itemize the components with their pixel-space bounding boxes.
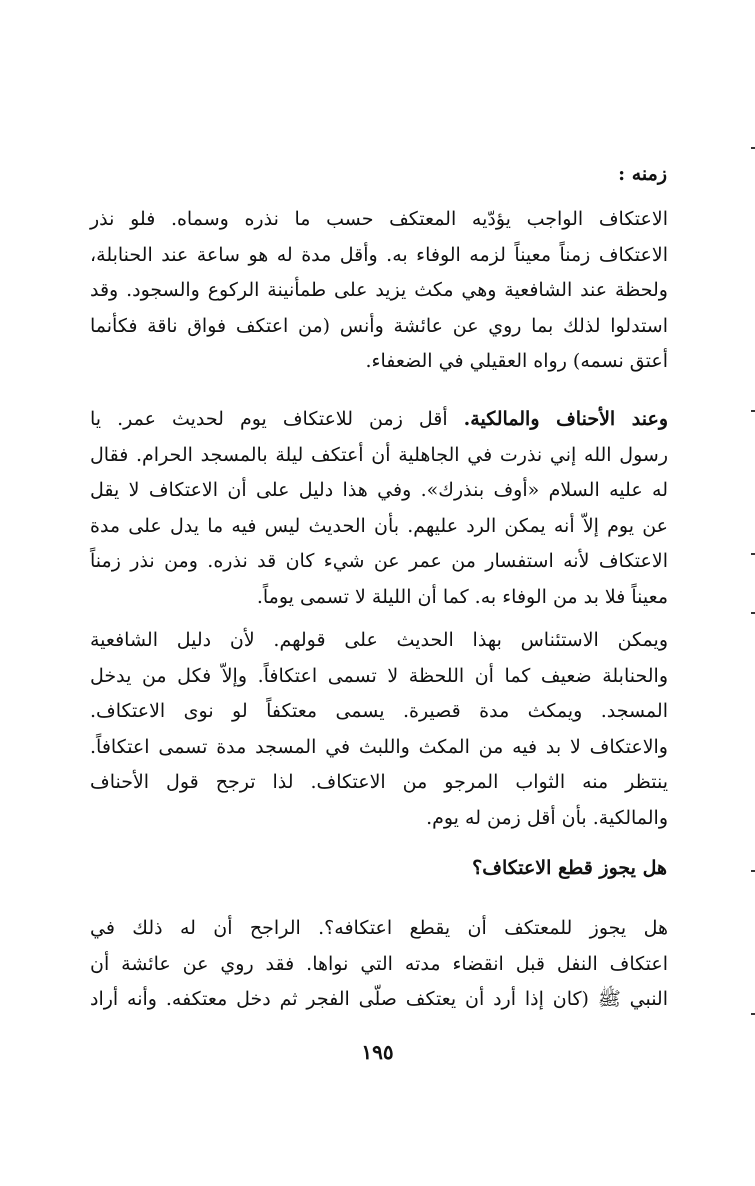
paragraph-2-lead: وعند الأحناف والمالكية. (463, 408, 668, 430)
paragraph-2-line-3: له عليه السلام «أوف بنذرك». وفي هذا دليل على أن الاعتكاف لا يقل (90, 479, 668, 501)
paragraph-3-line-3: المسجد. ويمكث مدة قصيرة. يسمى معتكفاً لو نوى الاعتكاف. (90, 700, 668, 722)
paragraph-3-line-2: والحنابلة ضعيف كما أن اللحظة لا تسمى اعتكافاً. وإلاّ فكل من يدخل (90, 664, 668, 687)
paragraph-2 (90, 402, 668, 615)
page-number: ١٩٥ (361, 1040, 394, 1064)
paragraph-1-line-5: أعتق نسمه) رواه العقيلي في الضعفاء. (365, 350, 668, 372)
paragraph-1-line-2: الاعتكاف زمناً معيناً لزمه الوفاء به. وأقل مدة له هو ساعة عند الحنابلة، (90, 243, 668, 266)
scan-edge-mark (751, 553, 755, 555)
paragraph-4-line-1: هل يجوز للمعتكف أن يقطع اعتكافه؟. الراجح أن له ذلك في (90, 917, 668, 939)
paragraph-3-line-1: ويمكن الاستئناس بهذا الحديث على قولهم. لأن دليل الشافعية (90, 629, 668, 651)
paragraph-4 (90, 911, 668, 1018)
scan-edge-mark (751, 612, 755, 614)
paragraph-1-line-1: الاعتكاف الواجب يؤدّيه المعتكف حسب ما نذره وسماه. فلو نذر (90, 208, 668, 230)
section-heading-time: زمنه : (618, 163, 667, 185)
paragraph-2-line-2: رسول الله إني نذرت في الجاهلية أن أعتكف ليلة بالمسجد الحرام. فقال (90, 443, 668, 466)
paragraph-3-line-4: والاعتكاف لا بد فيه من المكث واللبث في المسجد مدة تسمى اعتكافاً. (90, 735, 668, 758)
paragraph-1-line-4: استدلوا لذلك بما روي عن عائشة وأنس (من اعتكف فواق ناقة فكأنما (90, 314, 668, 337)
paragraph-3 (90, 623, 668, 836)
paragraph-1 (90, 202, 668, 380)
paragraph-2-line-4: عن يوم إلاّ أنه يمكن الرد عليهم. بأن الحديث ليس فيه ما يدل على مدة (90, 514, 668, 537)
scan-edge-mark (751, 1013, 755, 1015)
paragraph-2-line-6: معيناً فلا بد من الوفاء به. كما أن الليلة لا تسمى يوماً. (256, 585, 668, 608)
paragraph-4-line-3: النبي ﷺ (كان إذا أرد أن يعتكف صلّى الفجر ثم دخل معتكفه. وأنه أراد (90, 988, 668, 1010)
paragraph-2-line-5: الاعتكاف لأنه استفسار من عمر عن شيء كان قد نذره. ومن نذر زمناً (90, 550, 668, 572)
paragraph-3-line-5: ينتظر منه الثواب المرجو من الاعتكاف. لذا ترجح قول الأحناف (90, 771, 668, 793)
scan-edge-mark (751, 147, 755, 149)
scan-edge-mark (751, 410, 755, 412)
paragraph-2-line-1 (90, 402, 668, 438)
paragraph-4-line-2: اعتكاف النفل قبل انقضاء مدته التي نواها. فقد روي عن عائشة أن (90, 952, 668, 975)
paragraph-1-line-3: ولحظة عند الشافعية وهي مكث يزيد على طمأنينة الركوع والسجود. وقد (90, 279, 668, 301)
scan-edge-mark (751, 870, 755, 872)
paragraph-3-line-6: والمالكية. بأن أقل زمن له يوم. (426, 806, 668, 829)
paragraph-2-line-1-rest: أقل زمن للاعتكاف يوم لحديث عمر. يا (90, 408, 464, 430)
section-heading-cut: هل يجوز قطع الاعتكاف؟ (472, 857, 667, 879)
